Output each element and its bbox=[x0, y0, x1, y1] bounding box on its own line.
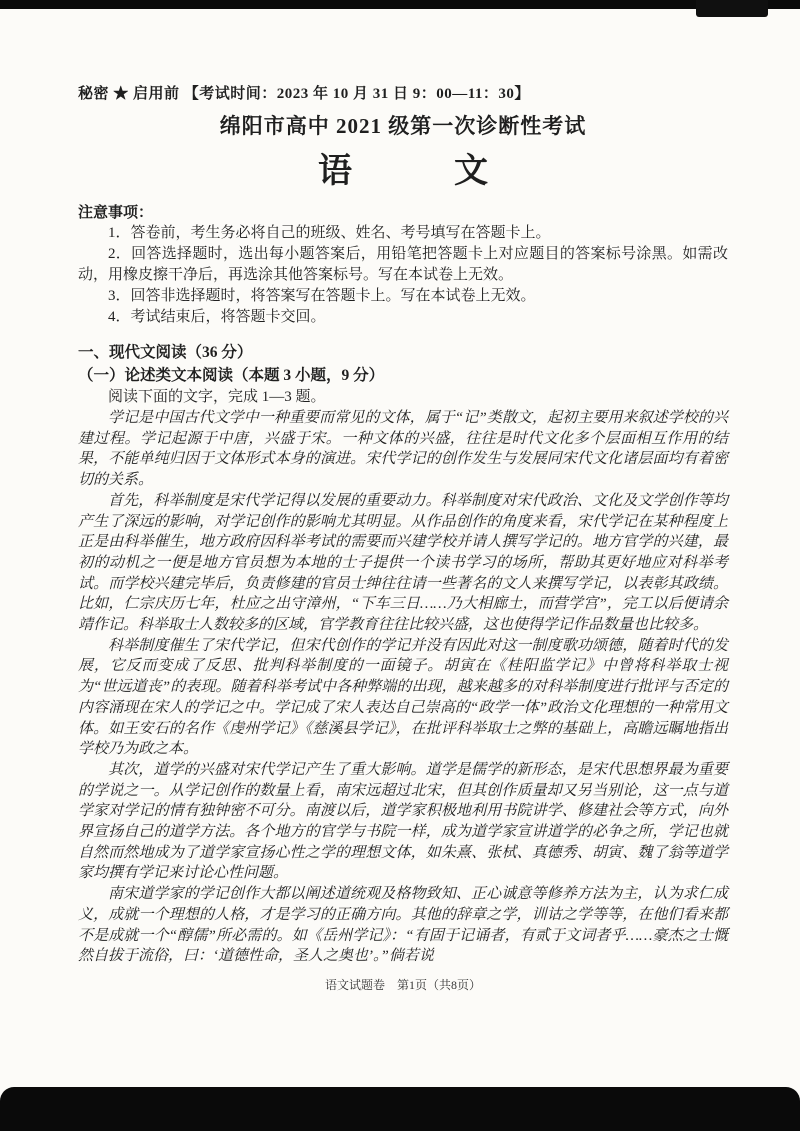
exam-title: 绵阳市高中 2021 级第一次诊断性考试 bbox=[219, 114, 587, 138]
reading-instruction: 阅读下面的文字，完成 1—3 题。 bbox=[108, 389, 326, 405]
scan-edge-bottom bbox=[0, 1087, 800, 1131]
notice-item-3: 3．回答非选择题时，将答案写在答题卡上。写在本试卷上无效。 bbox=[108, 288, 536, 304]
passage-paragraph-1: 学记是中国古代文学中一种重要而常见的文体，属于“记”类散文，起初主要用来叙述学校的兴建过程。学记起源于中唐，兴盛于宋。一种文体的兴盛，往往是时代文化多个层面相互作用的结果，不能单纯归因于文体形式本身的演进。宋代学记的创作发生与发展同宋代文化诸层面均有着密切的关系。 bbox=[78, 410, 728, 489]
notice-heading: 注意事项： bbox=[78, 205, 154, 221]
exam-subject: 语 文 bbox=[318, 153, 488, 190]
subsection-heading: （一）论述类文本阅读（本题 3 小题，9 分） bbox=[78, 367, 385, 384]
passage-paragraph-5: 南宋道学家的学记创作大都以阐述道统观及格物致知、正心诚意等修养方法为主，认为求仁成义，成就一个理想的人格，才是学习的正确方向。其他的辞章之学，训诂之学等等，在他们看来都不是成就一个“醇儒”所必需的。如《岳州学记》：“有固于记诵者，有贰于文词者乎……豪杰之士慨然自拔于流俗，曰：‘道德性命，圣人之奥也’。”倘若说 bbox=[78, 886, 728, 965]
passage-paragraph-4: 其次，道学的兴盛对宋代学记产生了重大影响。道学是儒学的新形态，是宋代思想界最为重要的学说之一。从学记创作的数量上看，南宋远超过北宋，但其创作质量却又另当别论，这一点与道学家对学记的情有独钟密不可分。南渡以后，道学家积极地利用书院讲学、修建社会等方式，向外界宣扬自己的道学方法。各个地方的官学与书院一样，成为道学家宣讲道学的必争之所，学记也就自然而然地成为了道学家宣扬心性之学的理想文体，如朱熹、张栻、真德秀、胡寅、魏了翁等道学家均撰有学记来讨论心性问题。 bbox=[78, 761, 728, 882]
notice-item-4: 4．考试结束后，将答题卡交回。 bbox=[108, 309, 326, 325]
notice-item-1: 1．答卷前，考生务必将自己的班级、姓名、考号填写在答题卡上。 bbox=[108, 225, 551, 241]
page-footer: 语文试题卷 第1页（共8页） bbox=[324, 977, 481, 992]
exam-meta-line: 秘密 ★ 启用前 【考试时间：2023 年 10 月 31 日 9：00—11：30】 bbox=[78, 86, 530, 102]
notice-item-2: 2．回答选择题时，选出每小题答案后，用铅笔把答题卡上对应题目的答案标号涂黑。如需改动，用橡皮擦干净后，再选涂其他答案标号。写在本试卷上无效。 bbox=[78, 246, 728, 283]
section-heading: 一、现代文阅读（36 分） bbox=[78, 344, 253, 361]
passage-paragraph-3: 科举制度催生了宋代学记，但宋代创作的学记并没有因此对这一制度歌功颂德，随着时代的发展，它反而变成了反思、批判科举制度的一面镜子。胡寅在《桂阳监学记》中曾将科举取士视为“世远道丧”的表现。随着科举考试中各种弊端的出现，越来越多的对科举制度进行批评与否定的内容涌现在宋人的学记之中。学记成了宋人表达自己崇高的“政学一体”政治文化理想的一种常用文体。如王安石的名作《虔州学记》《慈溪县学记》，在批评科举取士之弊的基础上，高瞻远瞩地指出学校乃为政之本。 bbox=[78, 637, 728, 758]
passage-paragraph-2: 首先，科举制度是宋代学记得以发展的重要动力。科举制度对宋代政治、文化及文学创作等均产生了深远的影响，对学记创作的影响尤其明显。从作品创作的角度来看，宋代学记在某种程度上正是由科举催生，地方政府因科举考试的需要而兴建学校并请人撰写学记的。地方官学的兴建，最初的动机之一便是地方官员想为本地的士子提供一个读书学习的场所，帮助其更好地应对科举考试。而学校兴建完毕后，负责修建的官员士绅往往请一些著名的文人来撰写学记，以表彰其政绩。比如，仁宗庆历七年，杜应之出守漳州，“下车三日……乃大相廊土，而营学宫”，完工以后便请余靖作记。科举取士人数较多的区域，官学教育往往比较兴盛，这也使得学记作品数量也比较多。 bbox=[78, 492, 728, 634]
